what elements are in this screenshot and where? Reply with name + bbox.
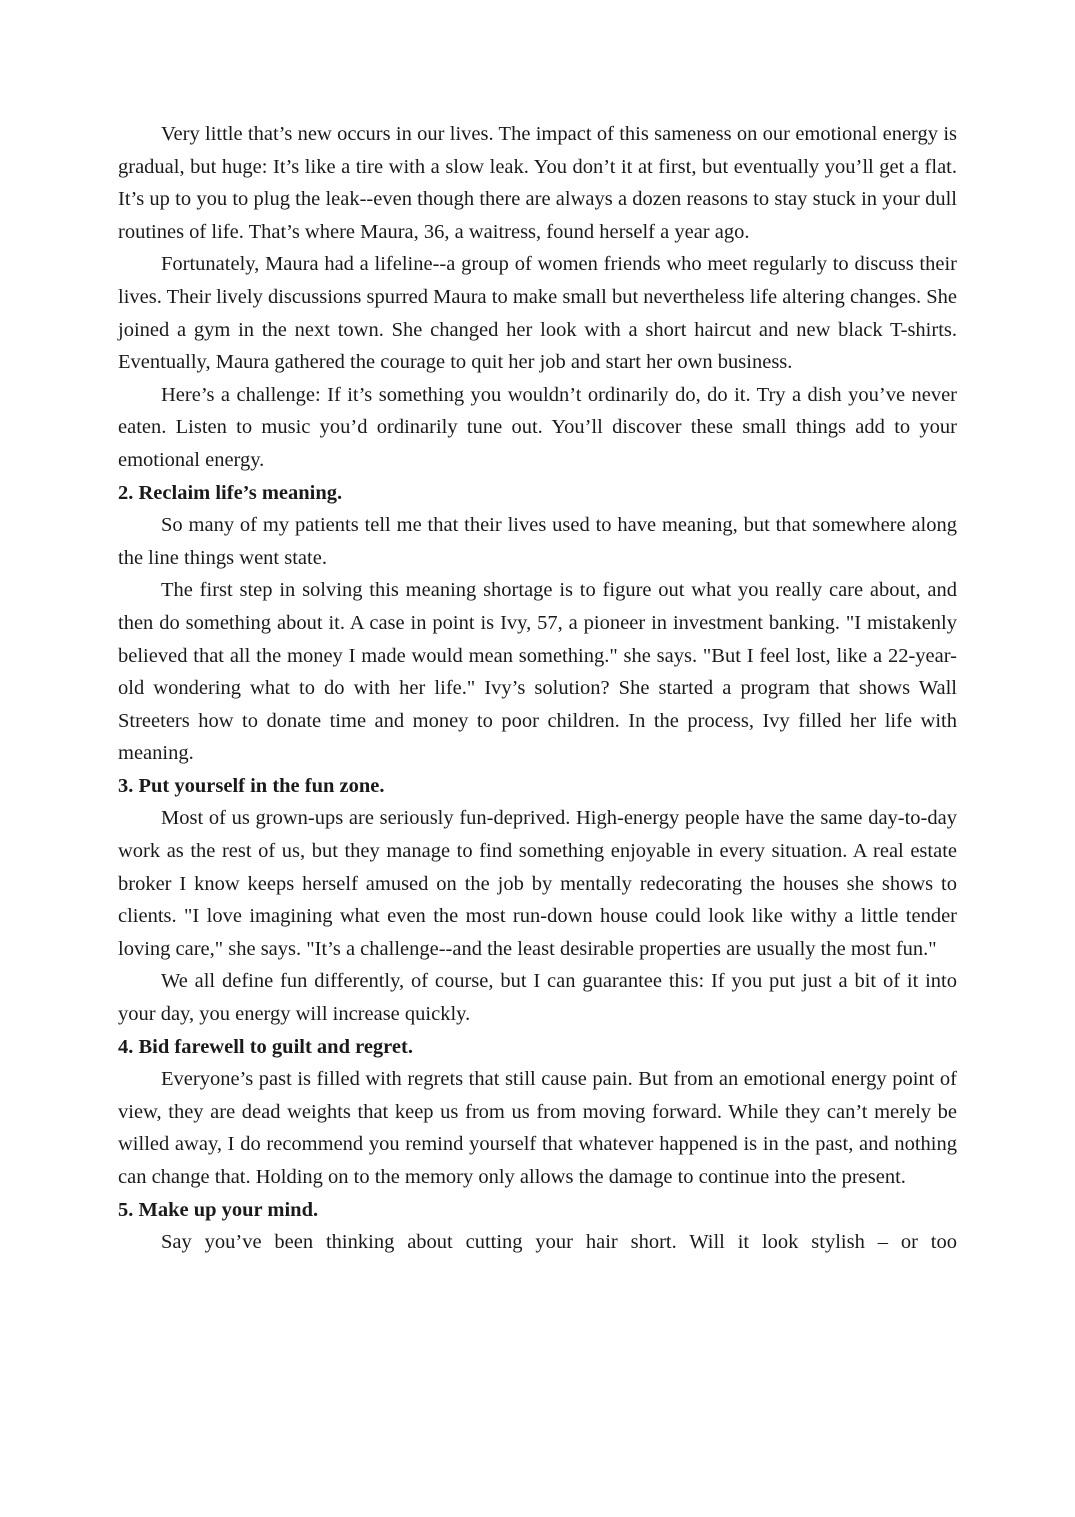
paragraph-maura-lifeline: Fortunately, Maura had a lifeline--a group of women friends who meet regularly to discuss their lives. Their lively discussions spurred Maura to make small but nevertheless life altering changes. She joined a gym in the next town. She changed her look with a short haircut and new black T-shirts. Eventually, Maura gathered the courage to quit her job and start her own business. [118,253,957,374]
paragraph-ivy-example: The first step in solving this meaning shortage is to figure out what you really care about, and then do something about it. A case in point is Ivy, 57, a pioneer in investment banking. "I mistakenly believed that all the money I made would mean something." she says. "But I feel lost, like a 22-year-old wondering what to do with her life." Ivy’s solution? She started a program that shows Wall Streeters how to donate time and money to poor children. In the process, Ivy filled her life with meaning. [118,579,957,765]
paragraph-haircut: Say you’ve been thinking about cutting your hair short. Will it look stylish – or too [161,1231,957,1254]
paragraph-routine: Very little that’s new occurs in our lives. The impact of this sameness on our emotional energy is gradual, but huge: It’s like a tire with a slow leak. You don’t it at first, but eventually you’ll get a flat. It’s up to you to plug the leak--even though there are always a dozen reasons to stay stuck in your dull routines of life. That’s where Maura, 36, a waitress, found herself a year ago. [118,123,957,243]
paragraph-regrets: Everyone’s past is filled with regrets that still cause pain. But from an emotional energy point of view, they are dead weights that keep us from us from moving forward. While they can’t merely be willed away, I do recommend you remind yourself that whatever happened is in the past, and nothing can change that. Holding on to the memory only allows the damage to continue into the present. [118,1068,957,1188]
paragraph-fun-deprived: Most of us grown-ups are seriously fun-deprived. High-energy people have the same day-to-day work as the rest of us, but they manage to find something enjoyable in every situation. A real estate broker I know keeps herself amused on the job by mentally redecorating the houses she shows to clients. "I love imagining what even the most run-down house could look like withy a little tender loving care," she says. "It’s a challenge--and the least desirable properties are usually the most fun." [118,807,957,960]
section-heading-fun-zone: 3. Put yourself in the fun zone. [118,774,385,797]
paragraph-challenge: Here’s a challenge: If it’s something you wouldn’t ordinarily do, do it. Try a dish you’ve never eaten. Listen to music you’d ordinarily tune out. You’ll discover these small things add to your emotional energy. [118,383,957,471]
section-heading-reclaim-meaning: 2. Reclaim life’s meaning. [118,481,343,504]
paragraph-define-fun: We all define fun differently, of course, but I can guarantee this: If you put just a bit of it into your day, you energy will increase quickly. [118,970,957,1026]
paragraph-patients-meaning: So many of my patients tell me that their lives used to have meaning, but that somewhere along the line things went state. [118,514,957,569]
document-page [118,118,957,1259]
section-heading-guilt-regret: 4. Bid farewell to guilt and regret. [118,1035,413,1058]
section-heading-make-up-mind: 5. Make up your mind. [118,1198,319,1221]
